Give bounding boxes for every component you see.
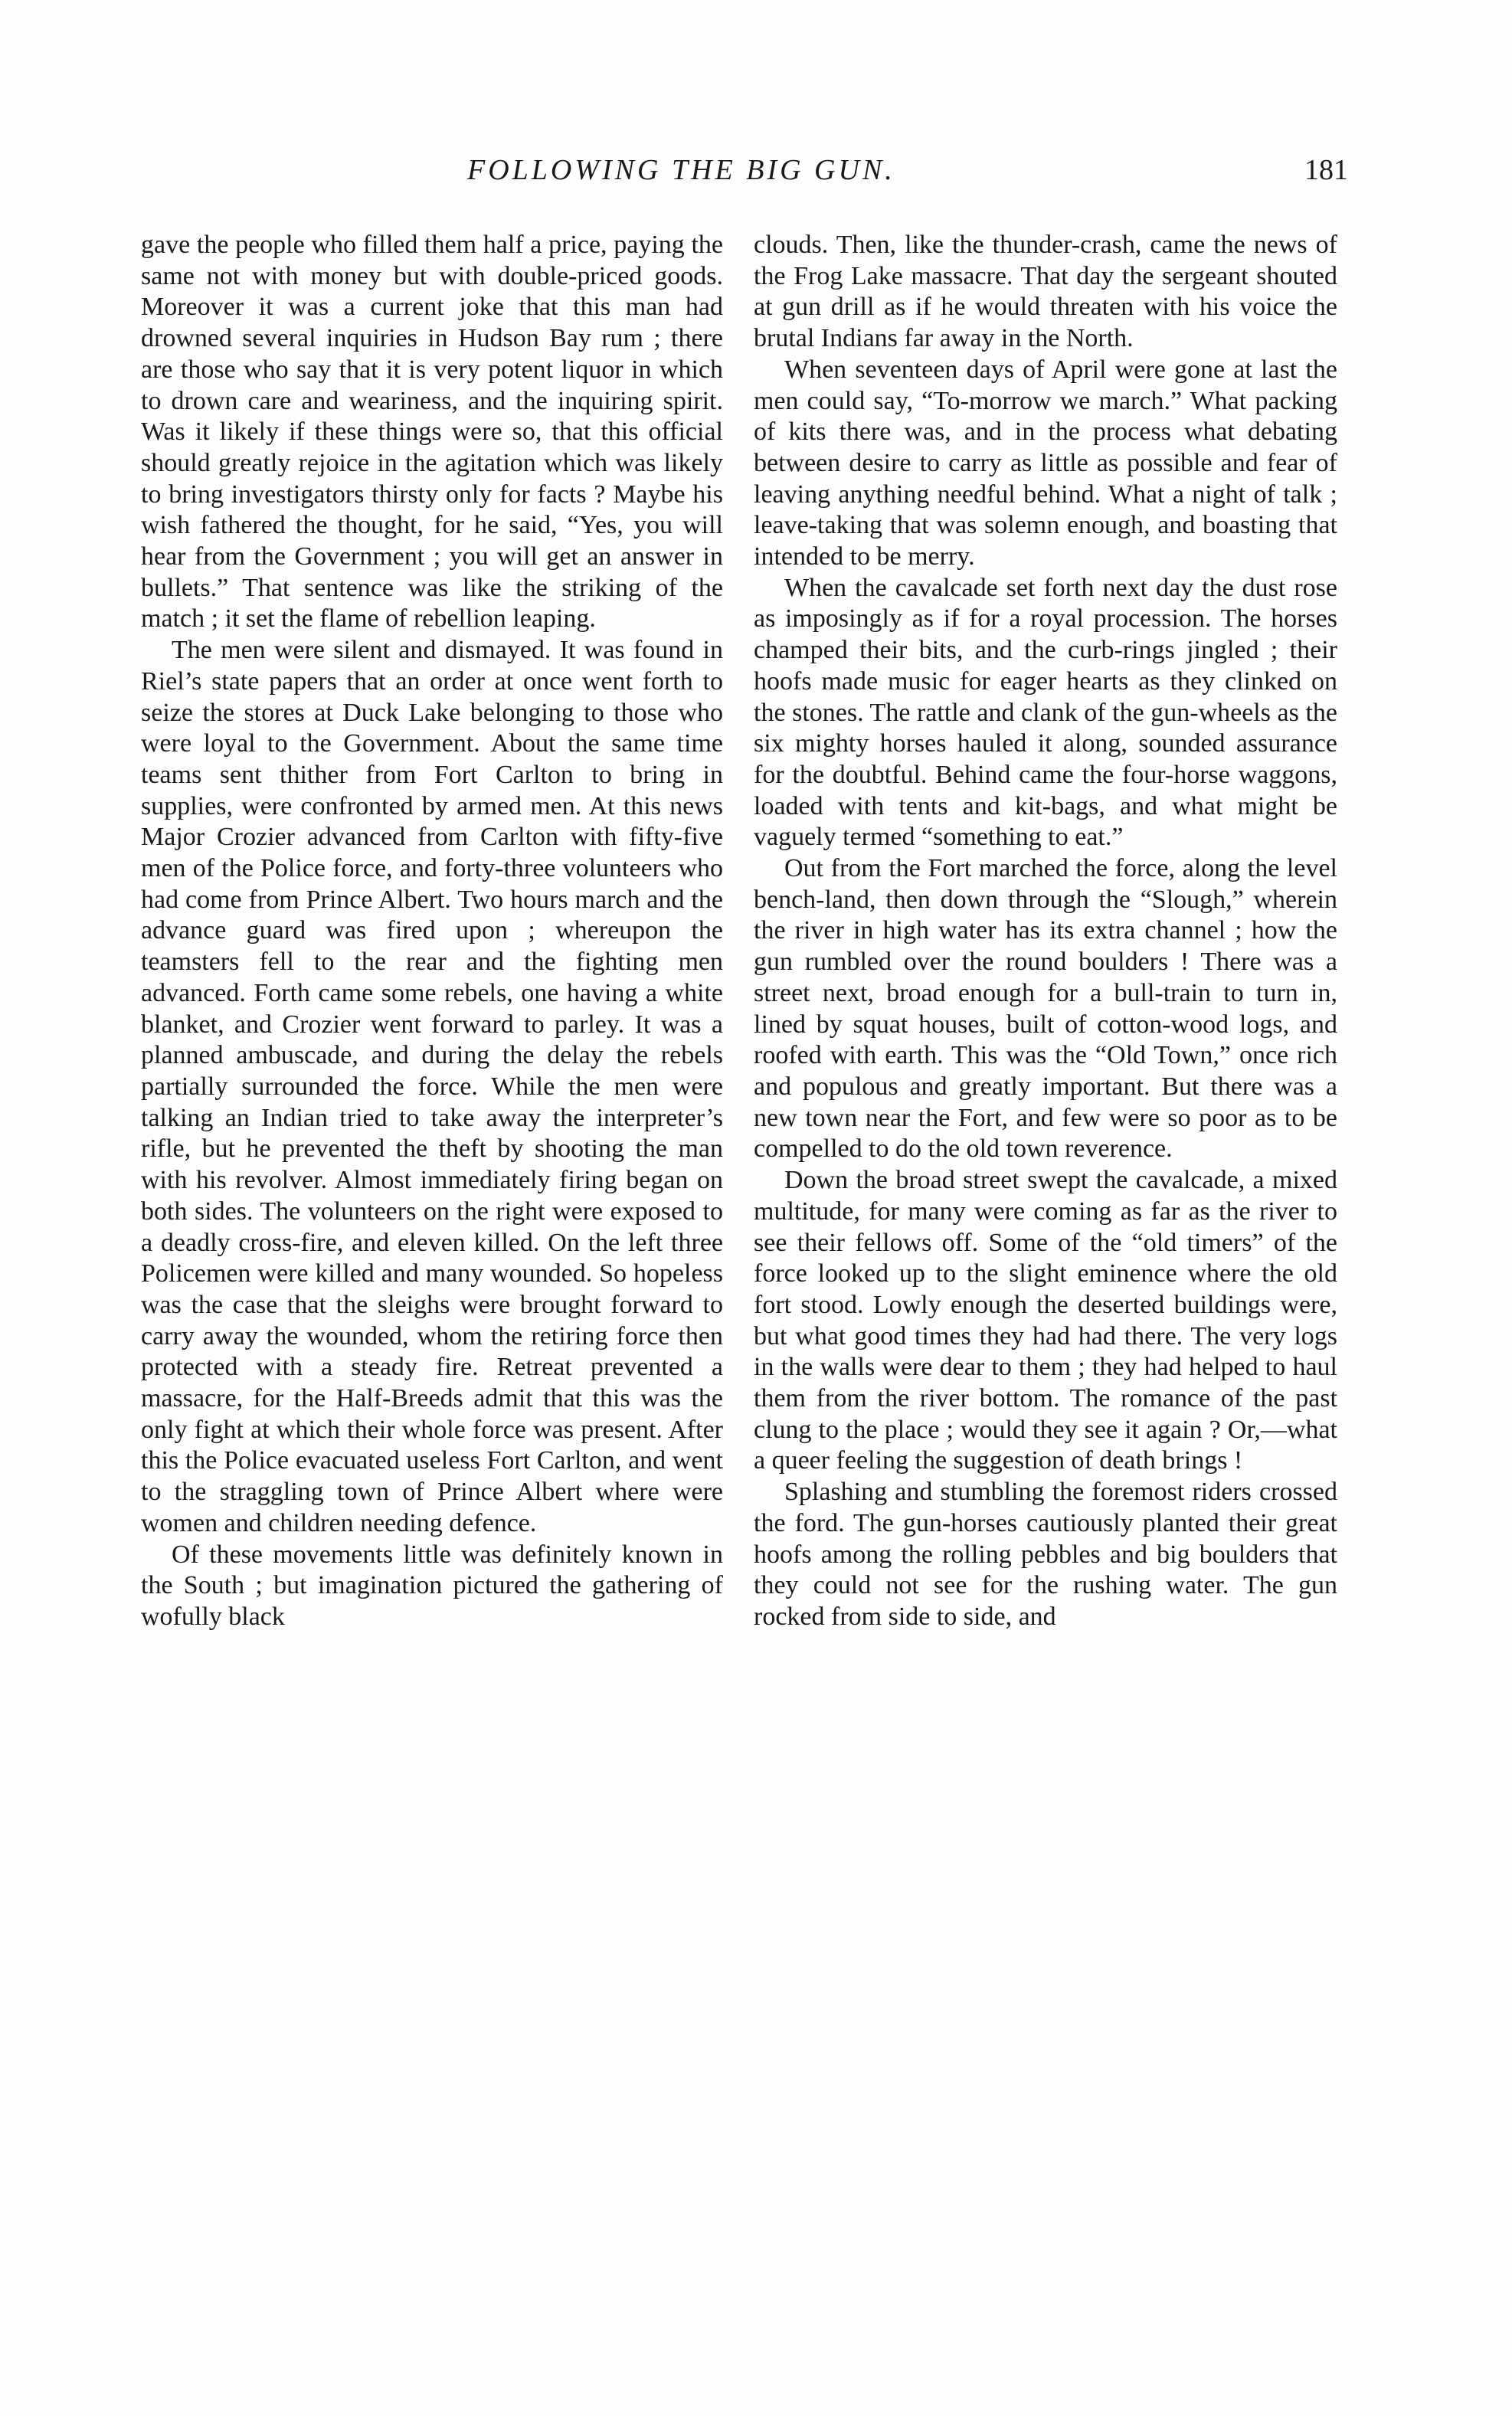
- left-column: [141, 230, 723, 1633]
- paragraph: gave the people who filled them half a price, paying the same not with money but with double-priced goods. Moreover it was a current joke that this man had drowned several inquiries in Hudson Bay rum ; there are those who say that it is very potent liquor in which to drown care and weariness, and the inquiring spirit. Was it likely if these things were so, that this official should greatly rejoice in the agitation which was likely to bring investigators thirsty only for facts ? Maybe his wish fathered the thought, for he said, “Yes, you will hear from the Government ; you will get an answer in bullets.” That sentence was like the striking of the match ; it set the flame of rebellion leaping.: [141, 231, 723, 633]
- paragraph: clouds. Then, like the thunder-crash, came the news of the Frog Lake massacre. That day the sergeant shouted at gun drill as if he would threaten with his voice the brutal Indians far away in the North.: [754, 231, 1337, 353]
- paragraph: The men were silent and dismayed. It was found in Riel’s state papers that an order at once went forth to seize the stores at Duck Lake belonging to those who were loyal to the Government. About the same time teams sent thither from Fort Carlton to bring in supplies, were confronted by armed men. At this news Major Crozier advanced from Carlton with fifty-five men of the Police force, and forty-three volunteers who had come from Prince Albert. Two hours march and the advance guard was fired upon ; whereupon the teamsters fell to the rear and the fighting men advanced. Forth came some rebels, one having a white blanket, and Crozier went forward to parley. It was a planned ambuscade, and during the delay the rebels partially surrounded the force. While the men were talking an Indian tried to take away the interpreter’s rifle, but he prevented the theft by shooting the man with his revolver. Almost immediately firing began on both sides. The volunteers on the right were exposed to a deadly cross-fire, and eleven killed. On the left three Policemen were killed and many wounded. So hopeless was the case that the sleighs were brought forward to carry away the wounded, whom the retiring force then protected with a steady fire. Retreat prevented a massacre, for the Half-Breeds admit that this was the only fight at which their whole force was present. After this the Police evacuated useless Fort Carlton, and went to the straggling town of Prince Albert where were women and children needing defence.: [141, 636, 723, 1537]
- paragraph: Down the broad street swept the cavalcade, a mixed multitude, for many were coming as far as the river to see their fellows off. Some of the “old timers” of the force looked up to the slight eminence where the old fort stood. Lowly enough the deserted buildings were, but what good times they had had there. The very logs in the walls were dear to them ; they had helped to haul them from the river bottom. The romance of the past clung to the place ; would they see it again ? Or,—what a queer feeling the suggestion of death brings !: [754, 1166, 1337, 1475]
- paragraph: Splashing and stumbling the foremost riders crossed the ford. The gun-horses cautiously planted their great hoofs among the rolling pebbles and big boulders that they could not see for the rushing water. The gun rocked from side to side, and: [754, 1478, 1337, 1631]
- paragraph: Of these movements little was definitely known in the South ; but imagination pictured the gathering of wofully black: [141, 1540, 723, 1631]
- paragraph: When the cavalcade set forth next day the dust rose as imposingly as if for a royal procession. The horses champed their bits, and the curb-rings jingled ; their hoofs made music for eager hearts as they clinked on the stones. The rattle and clank of the gun-wheels as the six mighty horses hauled it along, sounded assurance for the doubtful. Behind came the four-horse waggons, loaded with tents and kit-bags, and what might be vaguely termed “something to eat.”: [754, 573, 1337, 852]
- running-header: [138, 153, 1348, 199]
- right-column: [754, 230, 1337, 1633]
- page-number: 181: [1304, 154, 1348, 186]
- running-title: FOLLOWING THE BIG GUN.: [467, 154, 895, 186]
- paragraph: Out from the Fort marched the force, along the level bench-land, then down through the “Slough,” wherein the river in high water has its extra channel ; how the gun rumbled over the round boulders ! There was a street next, broad enough for a bull-train to turn in, lined by squat houses, built of cotton-wood logs, and roofed with earth. This was the “Old Town,” once rich and populous and greatly important. But there was a new town near the Fort, and few were so poor as to be compelled to do the old town reverence.: [754, 854, 1337, 1164]
- paragraph: When seventeen days of April were gone at last the men could say, “To-morrow we march.” What packing of kits there was, and in the process what debating between desire to carry as little as possible and fear of leaving anything needful behind. What a night of talk ; leave-taking that was solemn enough, and boasting that intended to be merry.: [754, 355, 1337, 571]
